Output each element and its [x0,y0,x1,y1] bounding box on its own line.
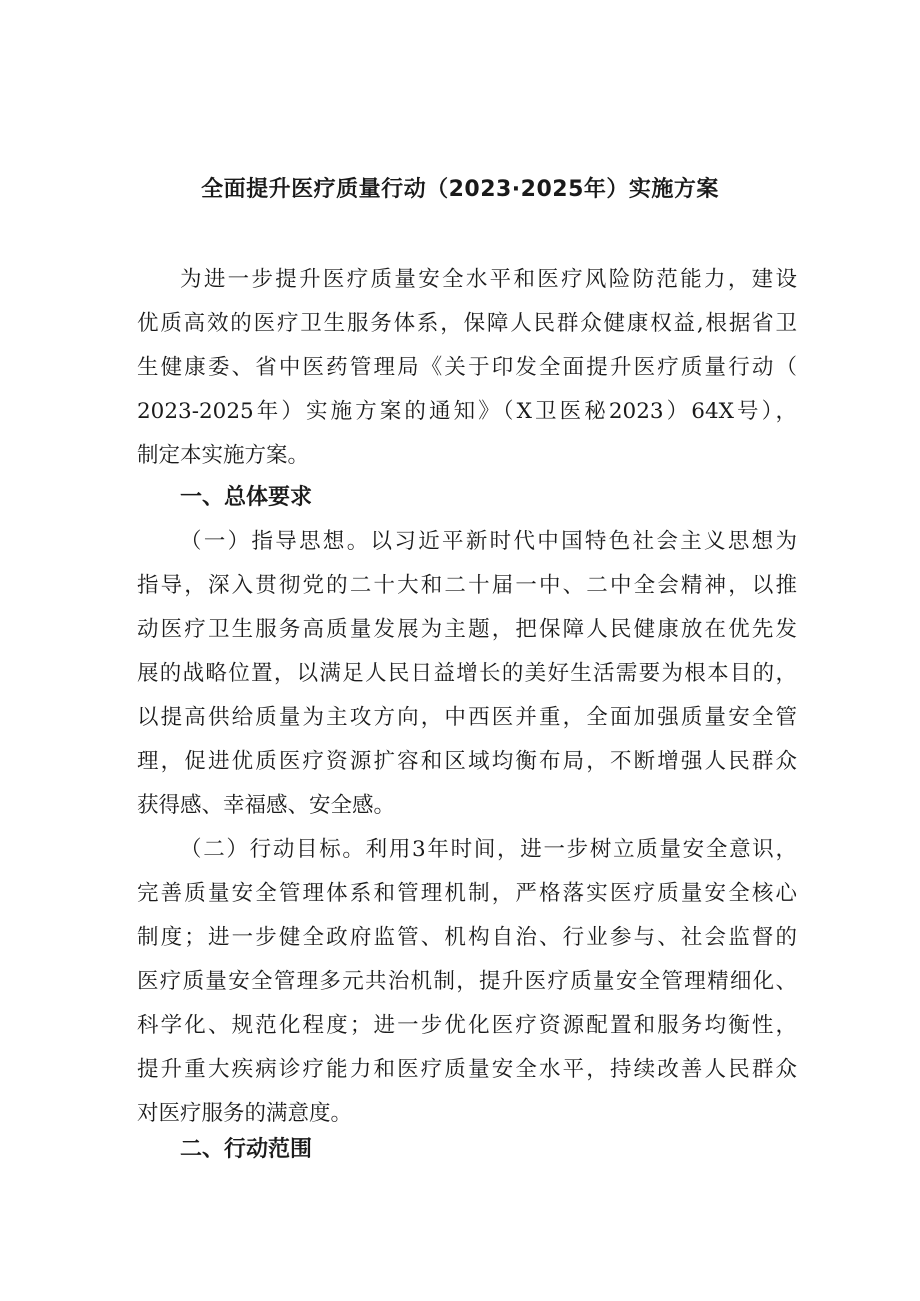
intro-line-2: 优质高效的医疗卫生服务体系，保障人民群众健康权益,根据省卫 [137,311,797,336]
goal-line-1: （二）行动目标。利用3年时间，进一步树立质量安全意识， [180,837,797,862]
guiding-line-3: 动医疗卫生服务高质量发展为主题，把保障人民健康放在优先发 [137,617,797,642]
goal-line-7: 对医疗服务的满意度。 [137,1101,353,1126]
guiding-line-2: 指导，深入贯彻党的二十大和二十届一中、二中全会精神，以推 [137,573,797,598]
goal-line-2: 完善质量安全管理体系和管理机制，严格落实医疗质量安全核心 [137,881,797,906]
document-title: 全面提升医疗质量行动（2023·2025年）实施方案 [201,177,719,202]
intro-line-4: 2023-2025年）实施方案的通知》（X卫医秘2023）64X号）， [137,399,797,424]
guiding-line-5: 以提高供给质量为主攻方向，中西医并重，全面加强质量安全管 [137,705,797,730]
intro-line-3: 生健康委、省中医药管理局《关于印发全面提升医疗质量行动（ [137,355,797,380]
intro-line-5: 制定本实施方案。 [137,443,310,468]
goal-line-4: 医疗质量安全管理多元共治机制，提升医疗质量安全管理精细化、 [137,969,797,994]
guiding-line-6: 理，促进优质医疗资源扩容和区域均衡布局，不断增强人民群众 [137,749,797,774]
goal-line-3: 制度；进一步健全政府监管、机构自治、行业参与、社会监督的 [137,925,797,950]
section-heading-2: 二、行动范围 [180,1137,313,1162]
guiding-line-7: 获得感、幸福感、安全感。 [137,793,396,818]
goal-line-6: 提升重大疾病诊疗能力和医疗质量安全水平，持续改善人民群众 [137,1057,797,1082]
goal-line-5: 科学化、规范化程度；进一步优化医疗资源配置和服务均衡性， [137,1013,797,1038]
intro-line-1: 为进一步提升医疗质量安全水平和医疗风险防范能力，建设 [180,267,797,292]
guiding-line-1: （一）指导思想。以习近平新时代中国特色社会主义思想为 [180,529,797,554]
guiding-line-4: 展的战略位置，以满足人民日益增长的美好生活需要为根本目的， [137,661,797,686]
section-heading-1: 一、总体要求 [180,485,313,510]
